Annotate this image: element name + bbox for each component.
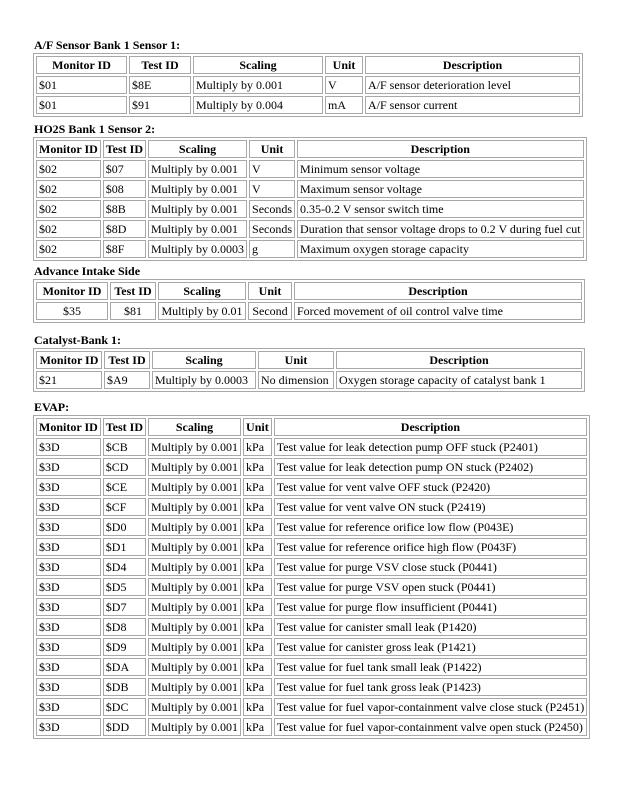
cell-test-id: $07 <box>103 160 146 178</box>
cell-monitor-id: $3D <box>36 438 101 456</box>
col-header-monitor-id: Monitor ID <box>36 418 101 436</box>
cell-monitor-id: $02 <box>36 220 101 238</box>
table-row <box>36 658 587 676</box>
cell-description: Test value for fuel vapor-containment valve open stuck (P2450) <box>274 718 588 736</box>
table-row <box>36 220 584 238</box>
col-header-monitor-id: Monitor ID <box>36 282 108 300</box>
cell-monitor-id: $3D <box>36 458 101 476</box>
col-header-monitor-id: Monitor ID <box>36 140 101 158</box>
cell-monitor-id: $3D <box>36 618 101 636</box>
cell-description: Test value for purge VSV close stuck (P0441) <box>274 558 588 576</box>
cell-description: A/F sensor current <box>365 96 580 114</box>
col-header-description: Description <box>336 351 582 369</box>
section-ho2s <box>33 122 587 261</box>
cell-scaling: Multiply by 0.001 <box>148 718 241 736</box>
col-header-unit: Unit <box>325 56 363 74</box>
col-header-test-id: Test ID <box>104 351 150 369</box>
cell-test-id: $CF <box>103 498 146 516</box>
col-header-unit: Unit <box>258 351 334 369</box>
table-row <box>36 302 582 320</box>
cell-description: Test value for purge VSV open stuck (P0441) <box>274 578 588 596</box>
cell-test-id: $DD <box>103 718 146 736</box>
cell-description: Forced movement of oil control valve time <box>294 302 582 320</box>
cell-description: Test value for vent valve OFF stuck (P2420) <box>274 478 588 496</box>
section-af-sensor <box>33 38 583 117</box>
cell-scaling: Multiply by 0.001 <box>148 638 241 656</box>
cell-scaling: Multiply by 0.001 <box>148 538 241 556</box>
section-catalyst <box>33 333 585 392</box>
ho2s-table <box>33 137 587 261</box>
table-row <box>36 538 587 556</box>
header-row <box>36 351 582 369</box>
cell-monitor-id: $3D <box>36 678 101 696</box>
cell-description: 0.35-0.2 V sensor switch time <box>297 200 584 218</box>
cell-test-id: $8F <box>103 240 146 258</box>
table-row <box>36 578 587 596</box>
cell-scaling: Multiply by 0.001 <box>148 558 241 576</box>
cell-scaling: Multiply by 0.001 <box>148 518 241 536</box>
cell-description: Maximum oxygen storage capacity <box>297 240 584 258</box>
cell-scaling: Multiply by 0.0003 <box>152 371 256 389</box>
cell-unit: V <box>249 160 295 178</box>
cell-unit: kPa <box>243 618 272 636</box>
cell-description: Test value for leak detection pump ON stuck (P2402) <box>274 458 588 476</box>
table-row <box>36 160 584 178</box>
cell-unit: kPa <box>243 458 272 476</box>
cell-description: Test value for vent valve ON stuck (P2419) <box>274 498 588 516</box>
cell-scaling: Multiply by 0.001 <box>148 200 247 218</box>
cell-test-id: $CD <box>103 458 146 476</box>
cell-unit: g <box>249 240 295 258</box>
cell-description: Test value for reference orifice low flow (P043E) <box>274 518 588 536</box>
section-title: A/F Sensor Bank 1 Sensor 1: <box>34 38 181 52</box>
cell-test-id: $D0 <box>103 518 146 536</box>
cell-description: Test value for purge flow insufficient (P0441) <box>274 598 588 616</box>
col-header-description: Description <box>297 140 584 158</box>
table-row <box>36 638 587 656</box>
cell-test-id: $8E <box>129 76 191 94</box>
col-header-description: Description <box>365 56 580 74</box>
section-title: HO2S Bank 1 Sensor 2: <box>34 122 156 136</box>
cell-test-id: $D4 <box>103 558 146 576</box>
cell-scaling: Multiply by 0.001 <box>148 438 241 456</box>
cell-monitor-id: $3D <box>36 478 101 496</box>
cell-test-id: $D5 <box>103 578 146 596</box>
cell-description: Oxygen storage capacity of catalyst bank 1 <box>336 371 582 389</box>
col-header-unit: Unit <box>248 282 292 300</box>
cell-unit: No dimension <box>258 371 334 389</box>
cell-test-id: $CE <box>103 478 146 496</box>
col-header-test-id: Test ID <box>129 56 191 74</box>
cell-test-id: $DB <box>103 678 146 696</box>
cell-unit: kPa <box>243 678 272 696</box>
cell-unit: kPa <box>243 658 272 676</box>
cell-scaling: Multiply by 0.001 <box>148 678 241 696</box>
evap-table <box>33 415 590 739</box>
cell-description: A/F sensor deterioration level <box>365 76 580 94</box>
header-row <box>36 56 580 74</box>
cell-unit: Seconds <box>249 220 295 238</box>
cell-description: Test value for fuel tank gross leak (P1423) <box>274 678 588 696</box>
table-row <box>36 598 587 616</box>
cell-unit: kPa <box>243 578 272 596</box>
cell-test-id: $A9 <box>104 371 150 389</box>
cell-scaling: Multiply by 0.001 <box>193 76 323 94</box>
cell-scaling: Multiply by 0.001 <box>148 578 241 596</box>
table-row <box>36 371 582 389</box>
cell-unit: kPa <box>243 598 272 616</box>
cell-test-id: $8D <box>103 220 146 238</box>
cell-unit: kPa <box>243 638 272 656</box>
table-row <box>36 438 587 456</box>
cell-monitor-id: $02 <box>36 160 101 178</box>
cell-description: Test value for canister small leak (P1420) <box>274 618 588 636</box>
cell-description: Duration that sensor voltage drops to 0.2 V during fuel cut <box>297 220 584 238</box>
cell-test-id: $DC <box>103 698 146 716</box>
cell-scaling: Multiply by 0.001 <box>148 160 247 178</box>
table-row <box>36 498 587 516</box>
cell-test-id: $81 <box>110 302 156 320</box>
cell-monitor-id: $01 <box>36 76 127 94</box>
col-header-monitor-id: Monitor ID <box>36 351 102 369</box>
col-header-description: Description <box>294 282 582 300</box>
cell-monitor-id: $3D <box>36 498 101 516</box>
table-row <box>36 458 587 476</box>
header-row <box>36 140 584 158</box>
section-evap <box>33 400 590 739</box>
cell-description: Test value for fuel vapor-containment valve close stuck (P2451) <box>274 698 588 716</box>
table-row <box>36 76 580 94</box>
cell-test-id: $91 <box>129 96 191 114</box>
cell-unit: mA <box>325 96 363 114</box>
section-title: Advance Intake Side <box>34 264 141 278</box>
col-header-unit: Unit <box>249 140 295 158</box>
cell-scaling: Multiply by 0.001 <box>148 618 241 636</box>
cell-monitor-id: $3D <box>36 518 101 536</box>
cell-description: Test value for reference orifice high flow (P043F) <box>274 538 588 556</box>
table-row <box>36 558 587 576</box>
cell-test-id: $D1 <box>103 538 146 556</box>
cell-description: Test value for leak detection pump OFF stuck (P2401) <box>274 438 588 456</box>
col-header-test-id: Test ID <box>110 282 156 300</box>
cell-monitor-id: $02 <box>36 180 101 198</box>
af-sensor-table <box>33 53 583 117</box>
table-row <box>36 718 587 736</box>
cell-scaling: Multiply by 0.0003 <box>148 240 247 258</box>
table-row <box>36 180 584 198</box>
cell-scaling: Multiply by 0.001 <box>148 598 241 616</box>
table-row <box>36 478 587 496</box>
cell-unit: Seconds <box>249 200 295 218</box>
cell-monitor-id: $3D <box>36 698 101 716</box>
cell-monitor-id: $02 <box>36 240 101 258</box>
table-row <box>36 96 580 114</box>
table-row <box>36 678 587 696</box>
cell-scaling: Multiply by 0.001 <box>148 220 247 238</box>
cell-unit: kPa <box>243 558 272 576</box>
table-row <box>36 618 587 636</box>
col-header-scaling: Scaling <box>152 351 256 369</box>
cell-monitor-id: $3D <box>36 538 101 556</box>
cell-description: Test value for canister gross leak (P1421) <box>274 638 588 656</box>
cell-monitor-id: $02 <box>36 200 101 218</box>
cell-test-id: $D8 <box>103 618 146 636</box>
section-advance-intake <box>33 264 585 323</box>
cell-monitor-id: $35 <box>36 302 108 320</box>
cell-monitor-id: $3D <box>36 558 101 576</box>
cell-unit: kPa <box>243 498 272 516</box>
cell-monitor-id: $3D <box>36 638 101 656</box>
catalyst-table <box>33 348 585 392</box>
col-header-scaling: Scaling <box>193 56 323 74</box>
table-row <box>36 240 584 258</box>
cell-test-id: $D7 <box>103 598 146 616</box>
cell-unit: V <box>325 76 363 94</box>
cell-description: Test value for fuel tank small leak (P1422) <box>274 658 588 676</box>
advance-intake-table <box>33 279 585 323</box>
cell-unit: kPa <box>243 478 272 496</box>
cell-unit: kPa <box>243 718 272 736</box>
cell-test-id: $8B <box>103 200 146 218</box>
cell-monitor-id: $3D <box>36 718 101 736</box>
section-title: EVAP: <box>34 400 70 414</box>
cell-unit: kPa <box>243 438 272 456</box>
cell-test-id: $08 <box>103 180 146 198</box>
cell-scaling: Multiply by 0.001 <box>148 180 247 198</box>
cell-unit: kPa <box>243 518 272 536</box>
cell-monitor-id: $21 <box>36 371 102 389</box>
cell-monitor-id: $3D <box>36 598 101 616</box>
cell-test-id: $DA <box>103 658 146 676</box>
col-header-scaling: Scaling <box>148 140 247 158</box>
header-row <box>36 282 582 300</box>
cell-description: Maximum sensor voltage <box>297 180 584 198</box>
cell-unit: V <box>249 180 295 198</box>
cell-unit: Second <box>248 302 292 320</box>
col-header-test-id: Test ID <box>103 418 146 436</box>
col-header-monitor-id: Monitor ID <box>36 56 127 74</box>
table-row <box>36 518 587 536</box>
cell-scaling: Multiply by 0.004 <box>193 96 323 114</box>
col-header-unit: Unit <box>243 418 272 436</box>
col-header-scaling: Scaling <box>148 418 241 436</box>
cell-monitor-id: $3D <box>36 578 101 596</box>
cell-test-id: $CB <box>103 438 146 456</box>
section-title: Catalyst-Bank 1: <box>34 333 122 347</box>
cell-scaling: Multiply by 0.001 <box>148 658 241 676</box>
cell-scaling: Multiply by 0.01 <box>158 302 246 320</box>
col-header-test-id: Test ID <box>103 140 146 158</box>
cell-unit: kPa <box>243 698 272 716</box>
cell-scaling: Multiply by 0.001 <box>148 458 241 476</box>
cell-scaling: Multiply by 0.001 <box>148 478 241 496</box>
col-header-description: Description <box>274 418 588 436</box>
cell-monitor-id: $3D <box>36 658 101 676</box>
cell-scaling: Multiply by 0.001 <box>148 698 241 716</box>
col-header-scaling: Scaling <box>158 282 246 300</box>
cell-test-id: $D9 <box>103 638 146 656</box>
cell-monitor-id: $01 <box>36 96 127 114</box>
table-row <box>36 200 584 218</box>
cell-unit: kPa <box>243 538 272 556</box>
cell-description: Minimum sensor voltage <box>297 160 584 178</box>
header-row <box>36 418 587 436</box>
cell-scaling: Multiply by 0.001 <box>148 498 241 516</box>
table-row <box>36 698 587 716</box>
